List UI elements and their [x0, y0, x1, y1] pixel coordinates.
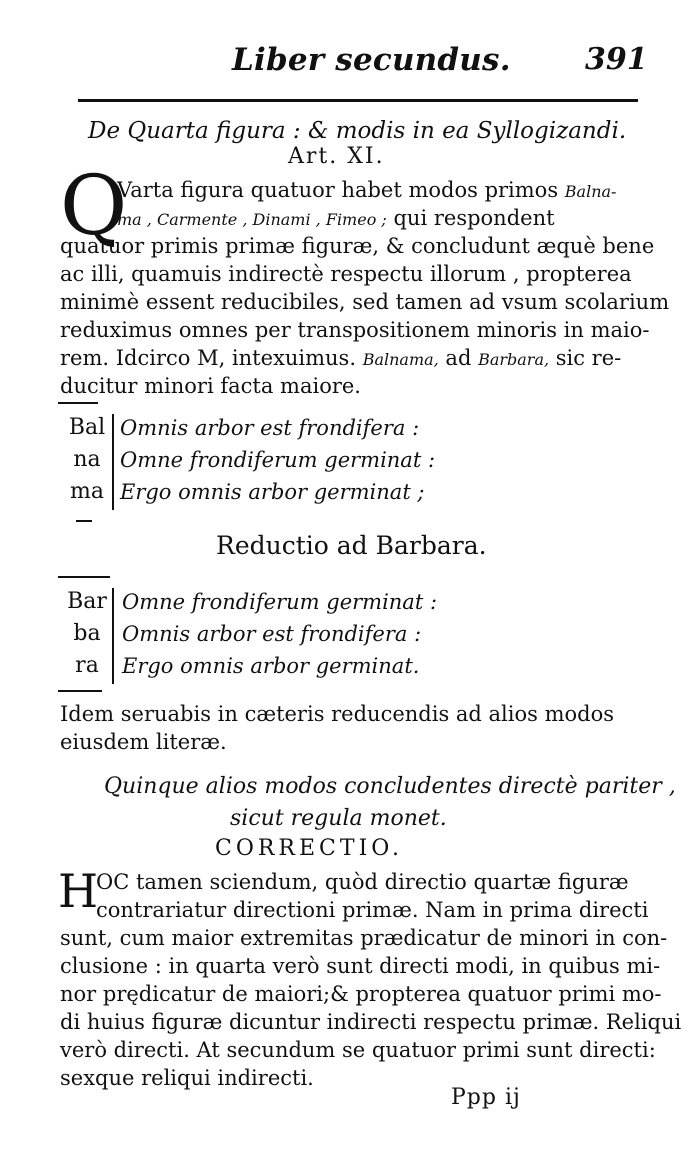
- intro-line-8: ducitur minori facta maiore.: [60, 374, 361, 398]
- syllogism-dash-top: [58, 576, 110, 578]
- intro-line-2-italic: ma , Carmente , Dinami , Fimeo ;: [117, 210, 387, 229]
- correctio-line-4: clusione : in quarta verò sunt directi modi, in quibus mi-: [60, 954, 661, 978]
- intro-line-1-text: Varta figura quatuor habet modos primos: [117, 178, 565, 202]
- quinque-line-1: Quinque alios modos concludentes directè pariter ,: [104, 774, 676, 799]
- syllogism-labels: [58, 586, 116, 682]
- correctio-line-7: verò directi. At secundum se quatuor primi sunt directi:: [60, 1038, 656, 1062]
- section-heading: De Quarta figura : & modis in ea Syllogizandi.: [88, 118, 627, 144]
- correctio-heading: CORRECTIO.: [215, 836, 403, 861]
- intro-line-6: reduximus omnes per transpositionem minoris in maio-: [60, 318, 650, 342]
- correctio-line-2: contrariatur directioni primæ. Nam in prima directi: [96, 898, 649, 922]
- syllogism-dash-bottom: [76, 520, 92, 522]
- initial-letter: H: [58, 864, 99, 918]
- syllogism-label: Bar: [67, 589, 107, 614]
- syllogism-premise: Omne frondiferum germinat :: [122, 590, 438, 614]
- intro-line-7-italic-b: Barbara,: [478, 350, 550, 369]
- syllogism-label: ra: [75, 653, 99, 678]
- header-rule: [78, 99, 638, 102]
- intro-line-7-text-b: ad: [438, 346, 479, 370]
- syllogism-premise: Omne frondiferum germinat :: [120, 448, 436, 472]
- syllogism-label: Bal: [68, 415, 106, 440]
- signature-mark: Ppp ij: [451, 1085, 521, 1110]
- syllogism-label: na: [73, 447, 101, 472]
- syllogism-dash-bottom: [58, 690, 102, 692]
- reductio-heading: Reductio ad Barbara.: [216, 531, 487, 560]
- page-number: 391: [585, 42, 648, 77]
- syllogism-labels: [58, 412, 116, 508]
- intro-line-7-italic-a: Balnama,: [362, 350, 439, 369]
- intro-line-7: [60, 344, 621, 374]
- syllogism-premise: Omnis arbor est frondifera :: [120, 416, 420, 440]
- syllogism-conclusion: Ergo omnis arbor germinat.: [122, 654, 420, 678]
- intro-line-5: minimè essent reducibiles, sed tamen ad vsum scolarium: [60, 290, 670, 314]
- intro-line-2-text: qui respondent: [386, 206, 555, 230]
- syllogism-lines: [122, 586, 437, 682]
- syllogism-bracket: [112, 588, 114, 684]
- correctio-line-5: nor prędicatur de maiori;& propterea quatuor primi mo-: [60, 982, 662, 1006]
- intro-line-4: ac illi, quamuis indirectè respectu illorum , propterea: [60, 262, 632, 286]
- intro-line-7-text: rem. Idcirco M, intexuimus.: [60, 346, 363, 370]
- intro-line-1-italic: Balna-: [564, 182, 617, 201]
- drop-cap: Q: [60, 159, 128, 254]
- syllogism-balnama: [58, 402, 478, 534]
- note-line-2: eiusdem literæ.: [60, 730, 227, 754]
- intro-line-2: [117, 204, 555, 234]
- correctio-line-8: sexque reliqui indirecti.: [60, 1066, 314, 1090]
- correctio-line-3: sunt, cum maior extremitas prædicatur de minori in con-: [60, 926, 668, 950]
- intro-line-7-text-c: sic re-: [549, 346, 622, 370]
- syllogism-bracket: [112, 414, 114, 510]
- intro-line-3: quatuor primis primæ figuræ, & concludunt æquè bene: [60, 234, 655, 258]
- syllogism-conclusion: Ergo omnis arbor germinat ;: [120, 480, 425, 504]
- article-heading: Art. XI.: [288, 144, 385, 169]
- syllogism-barbara: [58, 576, 478, 700]
- syllogism-lines: [120, 412, 435, 508]
- intro-line-1: [117, 176, 616, 206]
- note-line-1: Idem seruabis in cæteris reducendis ad alios modos: [60, 702, 615, 726]
- syllogism-label: ma: [70, 479, 104, 504]
- correctio-line-1: OC tamen sciendum, quòd directio quartæ figuræ: [96, 870, 629, 894]
- quinque-line-2: sicut regula monet.: [230, 806, 447, 831]
- syllogism-label: ba: [73, 621, 101, 646]
- syllogism-dash-top: [58, 402, 98, 404]
- running-title: Liber secundus.: [232, 42, 511, 78]
- correctio-line-6: di huius figuræ dicuntur indirecti respectu primæ. Reliqui: [60, 1010, 682, 1034]
- syllogism-premise: Omnis arbor est frondifera :: [122, 622, 422, 646]
